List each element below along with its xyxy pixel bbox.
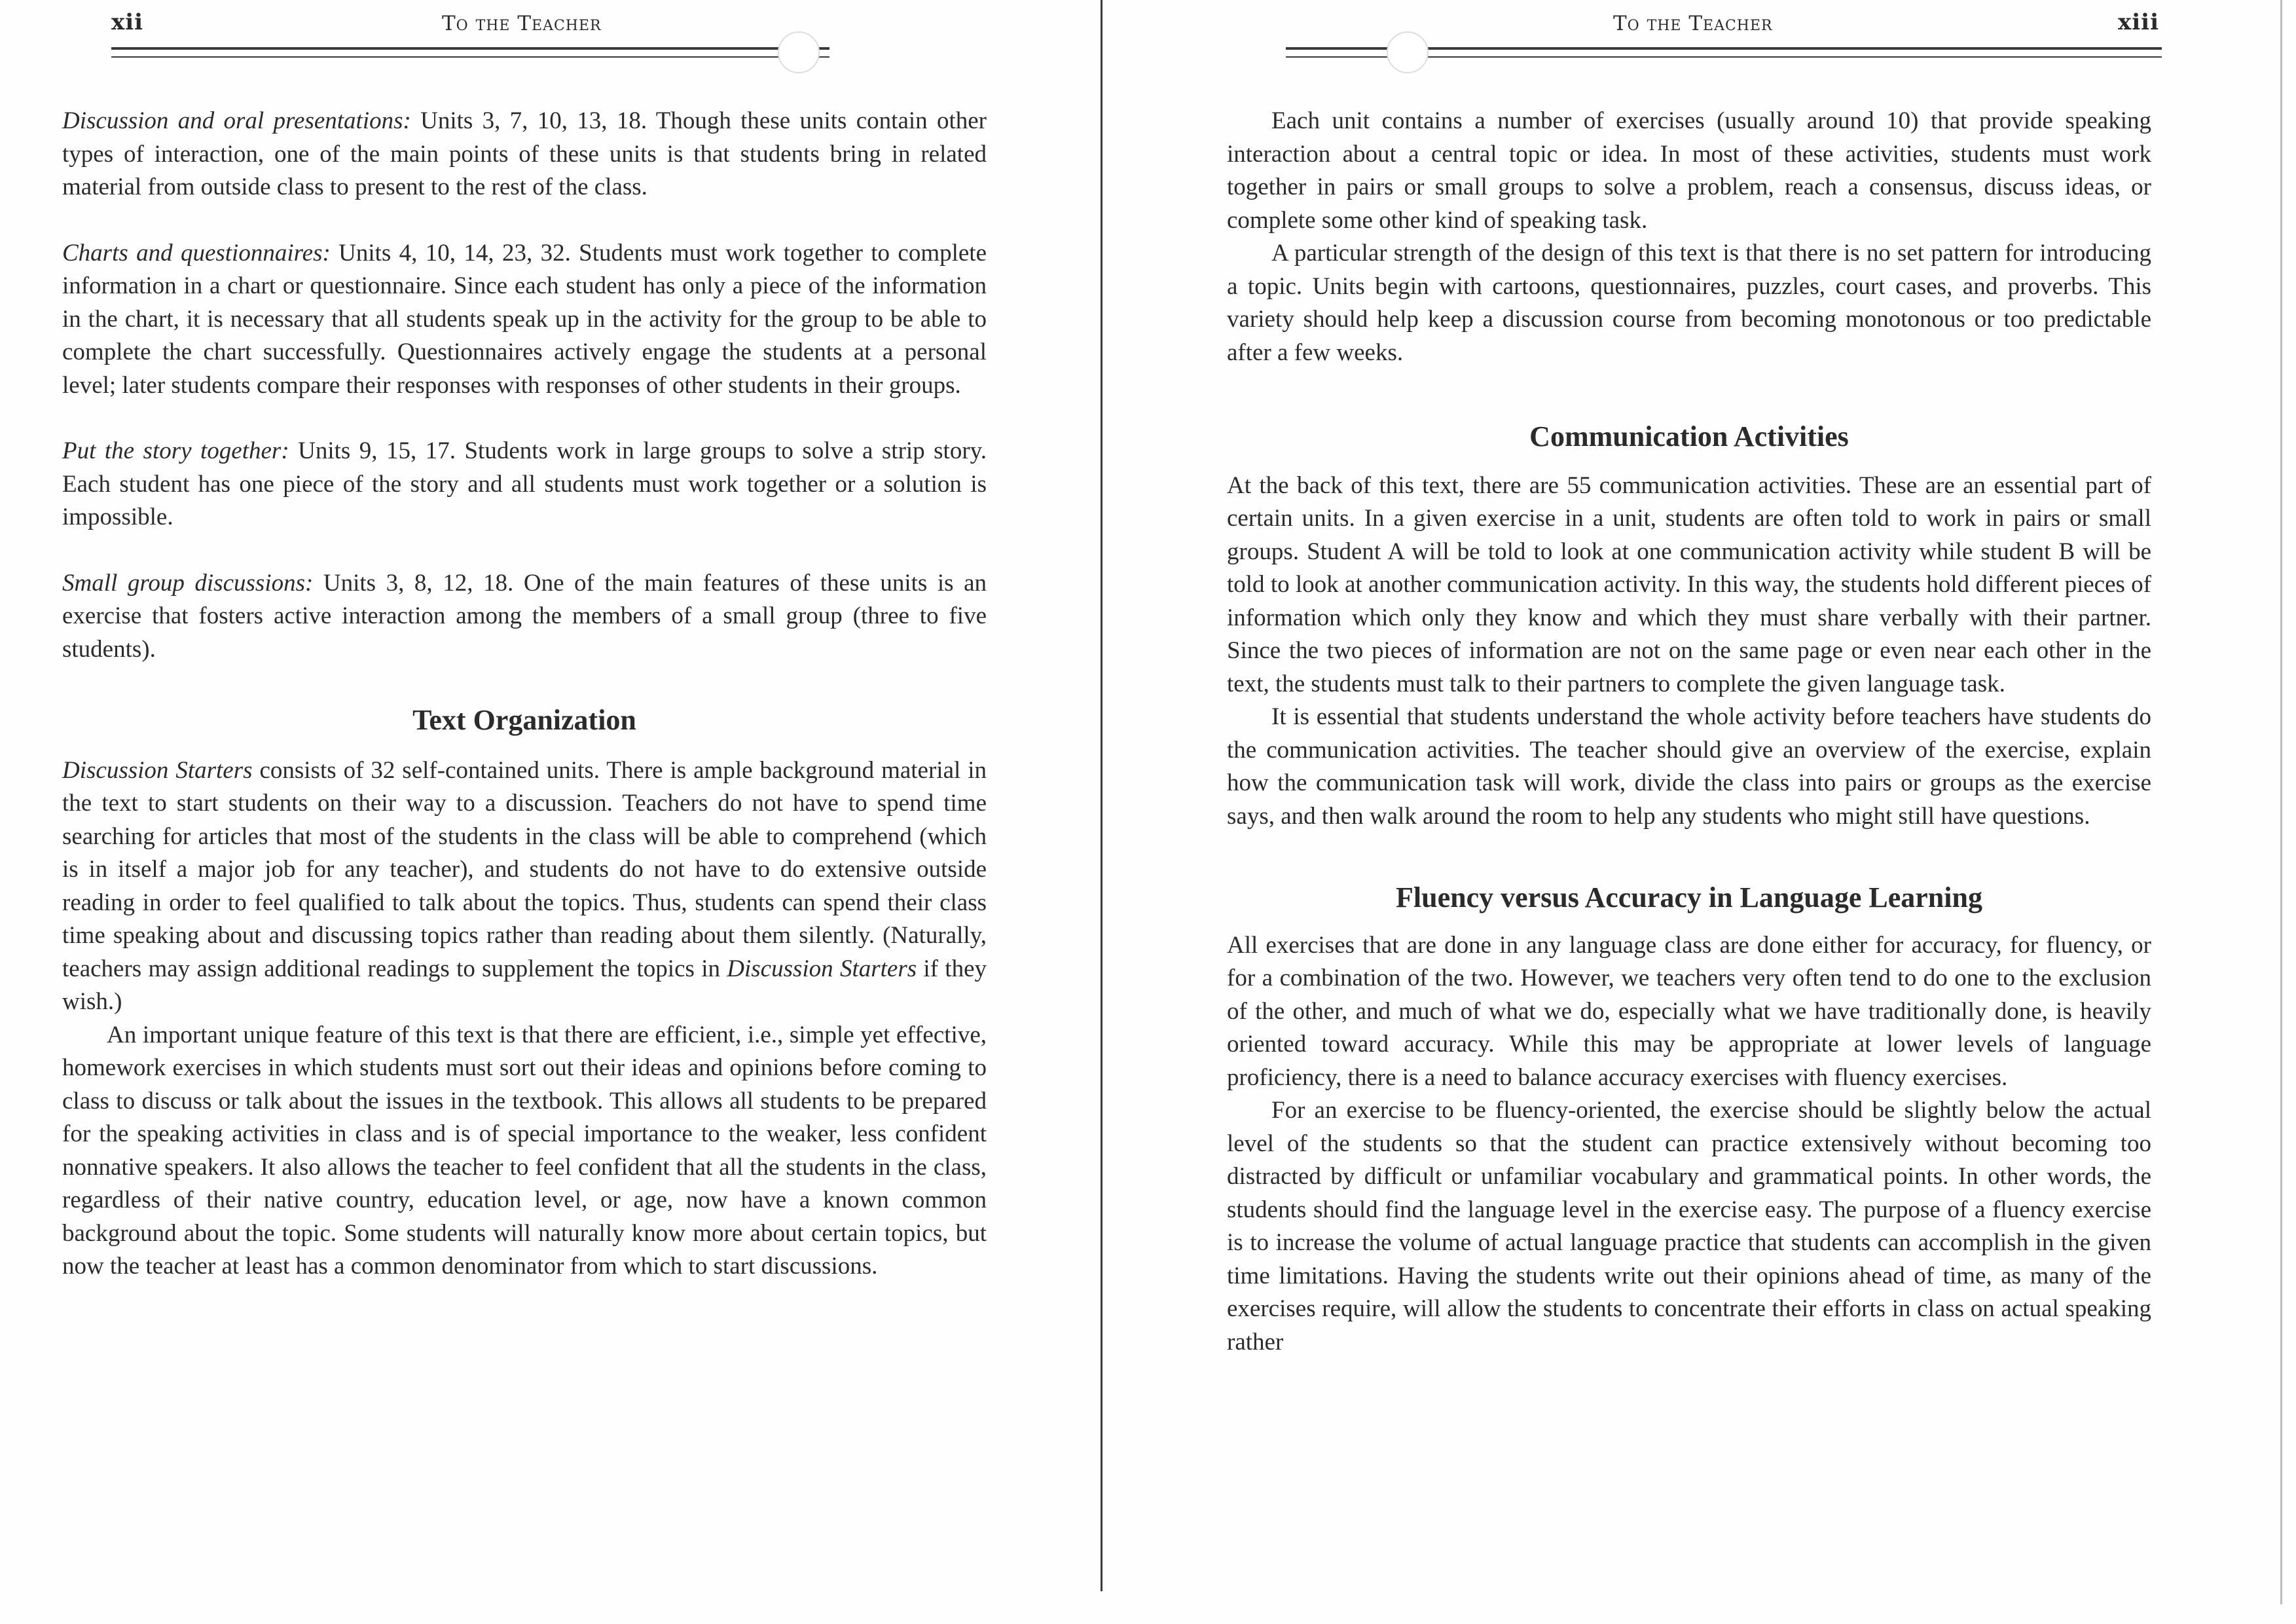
para-organization-2: An important unique feature of this text is that there are efficient, i.e., simple yet effective, homework exercises in which students must sort out their ideas and opinions before coming to class to discuss or talk about the issues in the textbook. This allows all students to be prepared for the speaking activities in class and is of special importance to the weaker, less confident nonnative speakers. It also allows the teacher to feel confident that all the students in the class, regardless of their native country, education level, or age, now have a known common background about the topic. Some students will naturally know more about certain topics, but now the teacher at least has a common denominator from which to start discussions. [62,1021,987,1280]
right-page [1227,0,2159,1359]
para-story [62,435,987,534]
heading-fluency-accuracy: Fluency versus Accuracy in Language Learning [1396,881,1982,913]
para-fluency-1: All exercises that are done in any language class are done either for accuracy, for fluency, or for a combination of the two. However, we teachers very often tend to do one to the exclusion of the other, and much of what we do, especially what we have traditionally done, is heavily oriented toward accuracy. While this may be appropriate at lower levels of language proficiency, there is a need to balance accuracy exercises with fluency exercises. [1227,931,2151,1091]
para-discussion-lead: Discussion and oral presentations: [62,107,411,134]
para-charts-body: Units 4, 10, 14, 23, 32. Students must work together to complete information in a chart or questionnaire. Since each student has only a piece of the information in the chart, it is necessary that all students speak up in the activity for the group to be able to complete the chart successfully. Questionnaires actively engage the students at a personal level; later students compare their responses with responses of other students in their groups. [62,239,987,399]
left-head-rule [111,47,829,58]
right-running-head [1227,0,2159,51]
para-strength: A particular strength of the design of this text is that there is no set pattern for introducing a topic. Units begin with cartoons, questionnaires, puzzles, court cases, and proverbs. This variety should help keep a discussion course from becoming monotonous or too predictable after a few weeks. [1227,240,2151,366]
page-gutter [1101,0,1102,1591]
left-head-ornament [778,31,820,73]
para-organization-1 [62,754,987,1019]
para-charts-lead: Charts and questionnaires: [62,239,331,267]
heading-text-organization: Text Organization [412,704,636,736]
para-small-group-lead: Small group discussions: [62,569,314,597]
book-title-ref-2: Discussion Starters [727,955,917,982]
para-communication-1: At the back of this text, there are 55 communication activities. These are an essential part of certain units. In a given exercise in a unit, students are often told to work in pairs or small groups. Student A will be told to look at one communication activity while student B will be told to look at another communication activity. In this way, the students hold different pieces of information which only they know and which they must share verbally with their partner. Since the two pieces of information are not on the same page or even near each other in the text, the students must talk to their partners to complete the given language task. [1227,471,2151,697]
right-body [1227,105,2151,1359]
right-head-ornament [1387,31,1429,73]
para-small-group-body: Units 3, 8, 12, 18. One of the main features of these units is an exercise that fosters active interaction among the members of a small group (three to five students). [62,569,987,663]
right-page-number: xiii [2117,9,2159,35]
para-discussion [62,105,987,204]
para-discussion-body: Units 3, 7, 10, 13, 18. Though these units contain other types of interaction, one of the main points of these units is that students bring in related material from outside class to present to the rest of the class. [62,107,987,200]
para-story-body: Units 9, 15, 17. Students work in large groups to solve a strip story. Each student has one piece of the story and all students must work together or a solution is impossible. [62,437,987,530]
left-running-title: To the Teacher [442,12,602,35]
left-body [62,105,987,1283]
book-title-ref: Discussion Starters [62,756,253,784]
para-charts [62,237,987,403]
left-page [62,0,987,1283]
para-story-lead: Put the story together: [62,437,289,464]
left-running-head [62,0,987,51]
heading-communication-activities: Communication Activities [1529,420,1849,452]
para-small-group [62,567,987,667]
para-organization-1a: consists of 32 self-contained units. There is ample background material in the text to start students on their way to a discussion. Teachers do not have to spend time searching for articles that most of the students in the class will be able to comprehend (which is in itself a major job for any teacher), and students do not have to do extensive outside reading in order to feel qualified to talk about the topics. Thus, students can spend their class time speaking about and discussing topics rather than reading about them silently. (Naturally, teachers may assign additional readings to supplement the topics in [62,756,987,982]
page-edge [2280,0,2282,1604]
para-organization-1b: if they wish.) [62,955,987,1015]
left-page-number: xii [111,9,144,35]
para-fluency-2: For an exercise to be fluency-oriented, the exercise should be slightly below the actual level of the students so that the student can practice extensively without becoming too distracted by difficult or unfamiliar vocabulary and grammatical points. In other words, the students should find the language level in the exercise easy. The purpose of a fluency exercise is to increase the volume of actual language practice that students can accomplish in the given time limitations. Having the students write out their opinions ahead of time, as many of the exercises require, will allow the students to concentrate their efforts in class on actual speaking rather [1227,1097,2151,1356]
para-units: Each unit contains a number of exercises (usually around 10) that provide speaking interaction about a central topic or idea. In most of these activities, students must work together in pairs or small groups to solve a problem, reach a consensus, discuss ideas, or complete some other kind of speaking task. [1227,107,2151,234]
right-running-title: To the Teacher [1613,12,1773,35]
para-communication-2: It is essential that students understand the whole activity before teachers have students do the communication activities. The teacher should give an overview of the exercise, explain how the communication task will work, divide the class into pairs or groups as the exercise says, and then walk around the room to help any students who might still have questions. [1227,703,2151,830]
